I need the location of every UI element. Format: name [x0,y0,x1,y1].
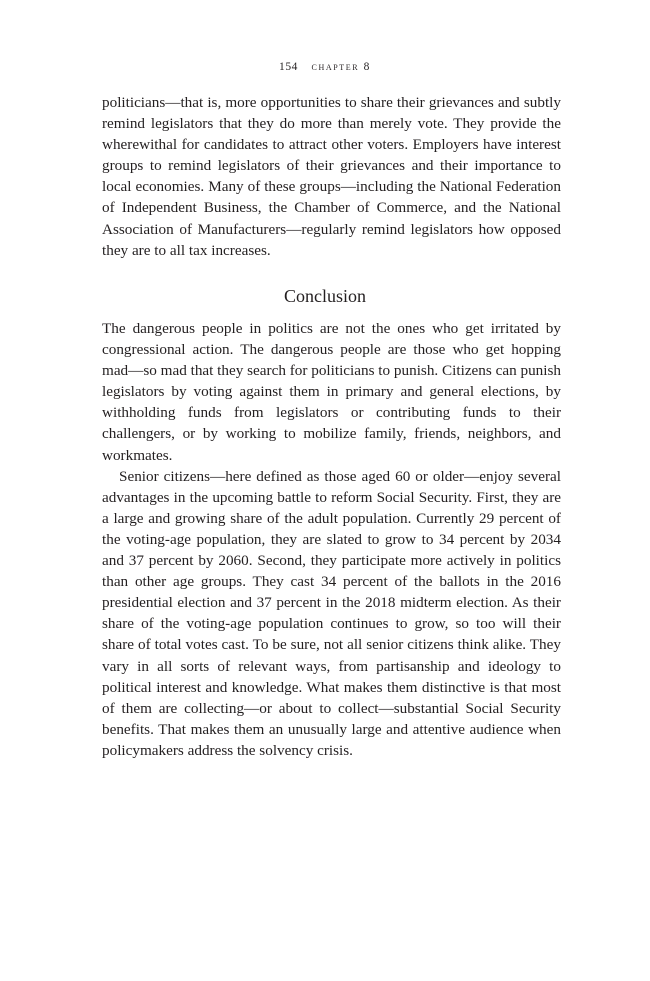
paragraph: The dangerous people in politics are not the ones who get irritated by congressional action. The dangerous people are those who get hopping mad—so mad that they search for politicians to punish. Citizens can punish legislators by voting against them in primary and general elections, by withholding funds from legislators or contributing funds to their challengers, or by working to mobilize family, friends, neighbors, and workmates. [102,320,561,464]
running-head [0,61,650,73]
chapter-label: chapter 8 [311,61,372,73]
paragraph: politicians—that is, more opportunities to share their grievances and subtly remind legislators that they do more than merely vote. They provide the wherewithal for candidates to attract other voters. Employers have interest groups to remind legislators of their grievances and their importance to local economies. Many of these groups—including the National Federation of Independent Business, the Chamber of Commerce, and the National Association of Manufacturers—regularly remind legislators how opposed they are to all tax increases. [102,94,561,259]
page-number: 154 [278,61,299,73]
continued-text-block [102,92,561,261]
section-body [102,318,561,761]
paragraph: Senior citizens—here defined as those aged 60 or older—enjoy several advantages in the upcoming battle to reform Social Security. First, they are a large and growing share of the adult population. Currently 29 percent of the voting-age population, they are slated to grow to 34 percent by 2034 and 37 percent by 2060. Second, they participate more actively in politics than other age groups. They cast 34 percent of the ballots in the 2016 presidential election and 37 percent in the 2018 midterm election. As their share of the voting-age population continues to grow, so too will their share of total votes cast. To be sure, not all senior citizens think alike. They vary in all sorts of relevant ways, from partisanship and ideology to political interest and knowledge. What makes them distinctive is that most of them are collecting—or about to collect—substantial Social Security benefits. That makes them an unusually large and attentive audience when policymakers address the solvency crisis. [102,467,561,759]
section-heading: Conclusion [283,286,366,306]
